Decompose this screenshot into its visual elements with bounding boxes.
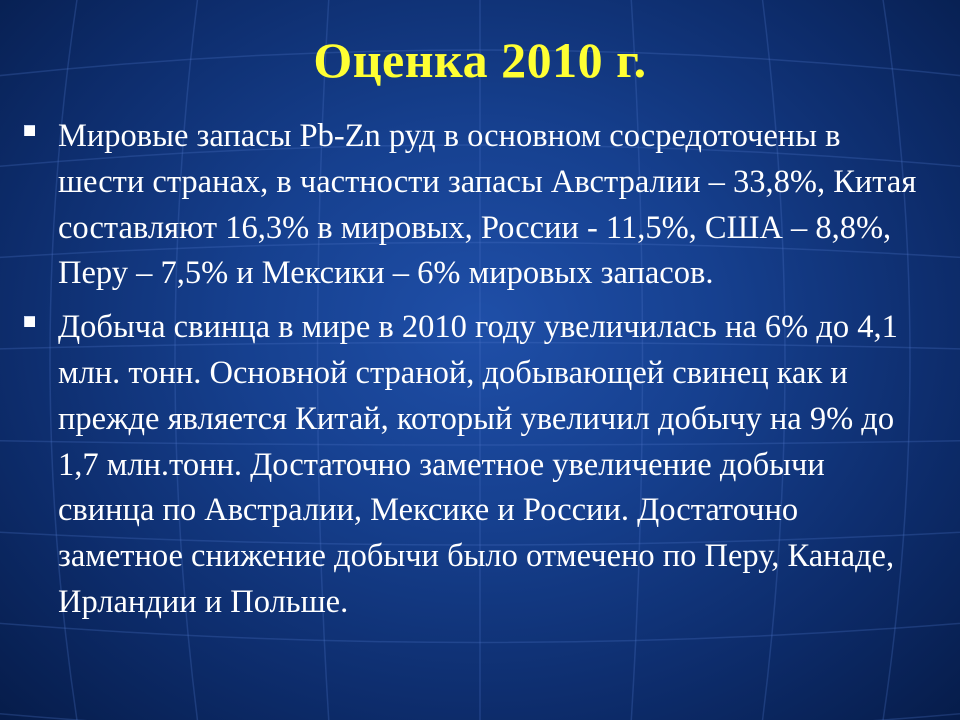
bullet-item-production <box>58 305 928 626</box>
slide-title: Оценка 2010 г. <box>313 32 647 88</box>
bullet-text: Добыча свинца в мире в 2010 году увеличилась на 6% до 4,1 млн. тонн. Основной страной, добывающей свинец как и прежде является Китай, который увеличил добычу на 9% до 1,7 млн.тонн. Достаточно заметное увеличение добычи свинца по Австралии, Мексике и России. Достаточно заметное снижение добычи было отмечено по Перу, Канаде, Ирландии и Польше. <box>58 309 898 620</box>
square-bullet-icon <box>24 316 35 327</box>
bullet-text: Мировые запасы Pb-Zn руд в основном сосредоточены в шести странах, в частности запасы Австралии – 33,8%, Китая составляют 16,3% в мировых, России - 11,5%, США – 8,8%, Перу – 7,5% и Мексики – 6% мировых запасов. <box>58 118 917 292</box>
bullet-list <box>0 114 960 634</box>
bullet-item-reserves <box>58 114 928 297</box>
square-bullet-icon <box>24 125 35 136</box>
